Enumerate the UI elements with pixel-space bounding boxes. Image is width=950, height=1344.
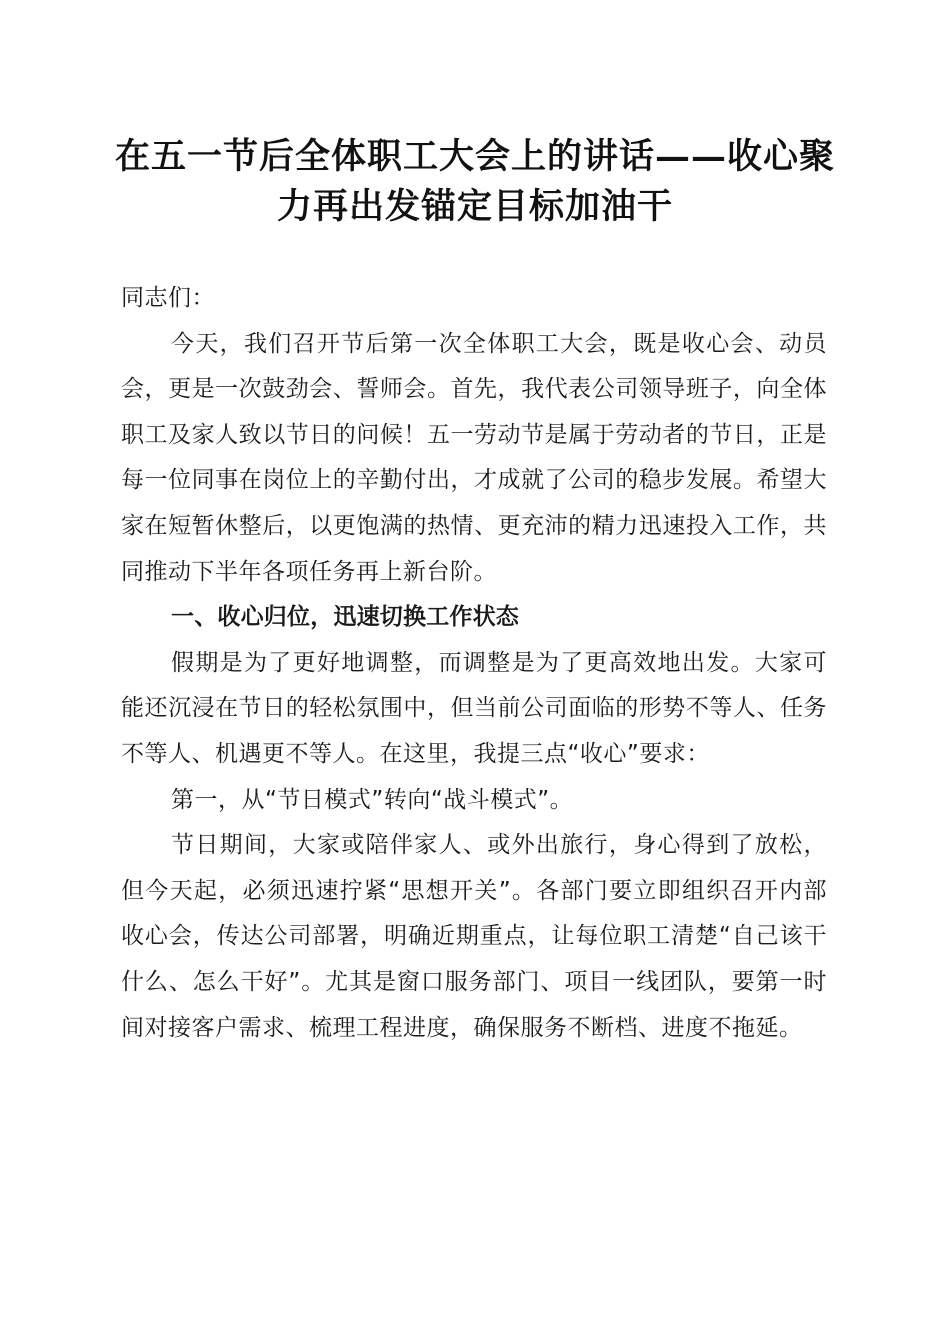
section-heading: 一、收心归位，迅速切换工作状态: [171, 604, 519, 631]
point-paragraph: 节日期间，大家或陪伴家人、或外出旅行，身心得到了放松，但今天起，必须迅速拧紧“思想开关”。各部门要立即组织召开内部收心会，传达公司部署，明确近期重点，让每位职工清楚“自己该干什么、怎么干好”。尤其是窗口服务部门、项目一线团队，要第一时间对接客户需求、梳理工程进度，确保服务不断档、进度不拖延。: [121, 832, 827, 1041]
intro-paragraph: 今天，我们召开节后第一次全体职工大会，既是收心会、动员会，更是一次鼓劲会、誓师会。首先，我代表公司领导班子，向全体职工及家人致以节日的问候！五一劳动节是属于劳动者的节日，正是每一位同事在岗位上的辛勤付出，才成就了公司的稳步发展。希望大家在短暂休整后，以更饱满的热情、更充沛的精力迅速投入工作，共同推动下半年各项任务再上新台阶。: [121, 330, 827, 585]
document-body: [121, 276, 827, 1051]
salutation: 同志们：: [121, 285, 215, 311]
document-title: 在五一节后全体职工大会上的讲话——收心聚力再出发锚定目标加油干: [114, 136, 835, 227]
point-heading: 第一，从“节日模式”转向“战斗模式”。: [171, 786, 574, 813]
section-paragraph: 假期是为了更好地调整，而调整是为了更高效地出发。大家可能还沉浸在节日的轻松氛围中，但当前公司面临的形势不等人、任务不等人、机遇更不等人。在这里，我提三点“收心”要求：: [121, 649, 827, 767]
